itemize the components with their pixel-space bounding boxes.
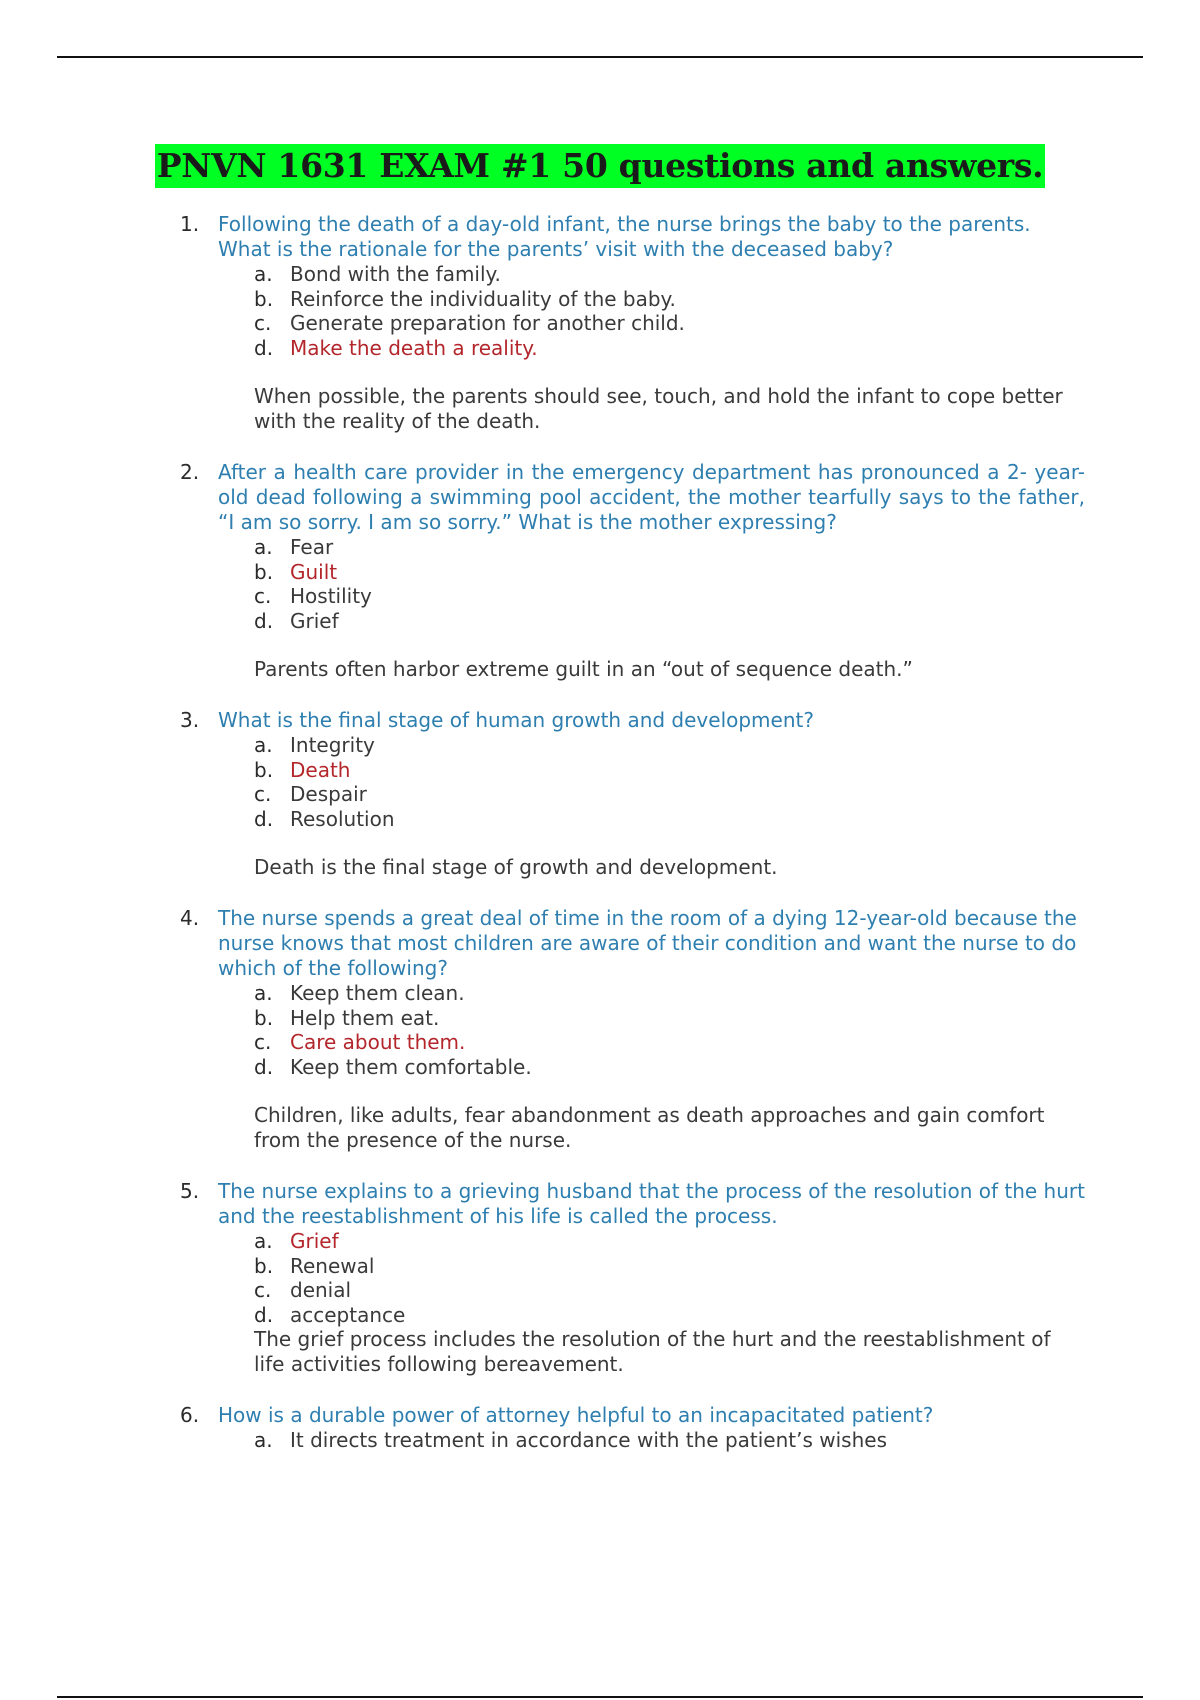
option-a [254,733,1085,758]
question-text: Following the death of a day-old infant, the nurse brings the baby to the parents. What is the rationale for the parents’ visit with the deceased baby? [218,212,1031,261]
option-text: Make the death a reality. [290,335,538,360]
option-letter: c. [254,782,272,806]
option-d [254,1303,1085,1328]
option-letter: c. [254,1278,272,1302]
option-text: It directs treatment in accordance with the patient’s wishes [290,1428,887,1452]
option-a [254,1428,1085,1453]
question-number: 4. [180,906,200,930]
option-letter: a. [254,981,273,1005]
option-letter: b. [254,286,274,311]
option-c [254,782,1085,807]
option-d [254,807,1085,832]
option-text: Renewal [290,1253,375,1278]
option-a-correct [254,1229,1085,1254]
option-text: Death [290,757,351,782]
option-letter: b. [254,559,274,584]
option-text: acceptance [290,1302,406,1327]
option-b-correct [254,758,1085,783]
option-letter: d. [254,335,274,360]
option-letter: a. [254,1428,273,1452]
option-letter: a. [254,1229,273,1253]
footer-rule [57,1696,1143,1698]
option-text: Integrity [290,733,375,757]
question-4 [180,906,1085,1153]
option-text: Fear [290,535,334,559]
option-b [254,1006,1085,1031]
option-text: Guilt [290,559,338,584]
option-letter: a. [254,535,273,559]
document-title: PNVN 1631 EXAM #1 50 questions and answers. [155,144,1046,188]
option-letter: d. [254,1302,274,1327]
question-number: 2. [180,460,200,484]
option-text: Reinforce the individuality of the baby. [290,286,676,311]
question-2 [180,460,1085,682]
rationale: When possible, the parents should see, touch, and hold the infant to cope better with the reality of the death. [254,384,1063,433]
option-d-correct [254,336,1085,361]
question-text: The nurse explains to a grieving husband that the process of the resolution of the hurt and the reestablishment of his life is called the process. [218,1179,1085,1228]
option-text: Resolution [290,806,395,831]
option-letter: b. [254,1253,274,1278]
question-number: 1. [180,212,200,236]
option-c-correct [254,1030,1085,1055]
option-text: Care about them. [290,1030,466,1054]
option-text: Bond with the family. [290,262,501,286]
option-letter: d. [254,1054,274,1079]
option-text: Help them eat. [290,1005,440,1030]
option-list [254,981,1085,1079]
title-container [0,144,1200,188]
option-c [254,584,1085,609]
option-text: Grief [290,608,339,633]
question-6 [180,1403,1085,1453]
option-letter: b. [254,1005,274,1030]
option-letter: a. [254,262,273,286]
option-a [254,535,1085,560]
question-text: After a health care provider in the emergency department has pronounced a 2- year-old dead following a swimming pool accident, the mother tearfully says to the father, “I am so sorry. I am so sorry.” What is the mother expressing? [218,460,1085,534]
rationale: Death is the final stage of growth and development. [254,855,778,879]
option-c [254,311,1085,336]
rationale: The grief process includes the resolution of the hurt and the reestablishment of life activities following bereavement. [254,1327,1051,1376]
question-1 [180,212,1085,434]
question-3 [180,708,1085,880]
option-text: denial [290,1278,352,1302]
question-text: What is the final stage of human growth and development? [218,708,814,732]
question-list [180,212,1085,1479]
option-list [254,262,1085,360]
option-letter: b. [254,757,274,782]
question-number: 6. [180,1403,200,1427]
option-letter: c. [254,584,272,608]
rationale: Parents often harbor extreme guilt in an “out of sequence death.” [254,657,913,681]
option-list [254,1229,1085,1327]
question-text: The nurse spends a great deal of time in the room of a dying 12-year-old because the nurse knows that most children are aware of their condition and want the nurse to do which of the following? [218,906,1077,980]
option-list [254,1428,1085,1453]
option-letter: c. [254,311,272,335]
option-text: Grief [290,1229,339,1253]
option-letter: d. [254,608,274,633]
question-text: How is a durable power of attorney helpful to an incapacitated patient? [218,1403,934,1427]
option-text: Generate preparation for another child. [290,311,685,335]
option-list [254,733,1085,831]
option-text: Keep them clean. [290,981,465,1005]
header-rule [57,56,1143,58]
option-letter: d. [254,806,274,831]
option-b-correct [254,560,1085,585]
option-c [254,1278,1085,1303]
option-d [254,1055,1085,1080]
option-d [254,609,1085,634]
option-text: Hostility [290,584,372,608]
option-letter: a. [254,733,273,757]
option-b [254,287,1085,312]
option-a [254,981,1085,1006]
option-text: Despair [290,782,367,806]
option-letter: c. [254,1030,272,1054]
question-5 [180,1179,1085,1377]
question-number: 5. [180,1179,200,1203]
question-number: 3. [180,708,200,732]
option-a [254,262,1085,287]
option-b [254,1254,1085,1279]
option-text: Keep them comfortable. [290,1054,532,1079]
rationale: Children, like adults, fear abandonment as death approaches and gain comfort from the presence of the nurse. [254,1103,1045,1152]
option-list [254,535,1085,633]
